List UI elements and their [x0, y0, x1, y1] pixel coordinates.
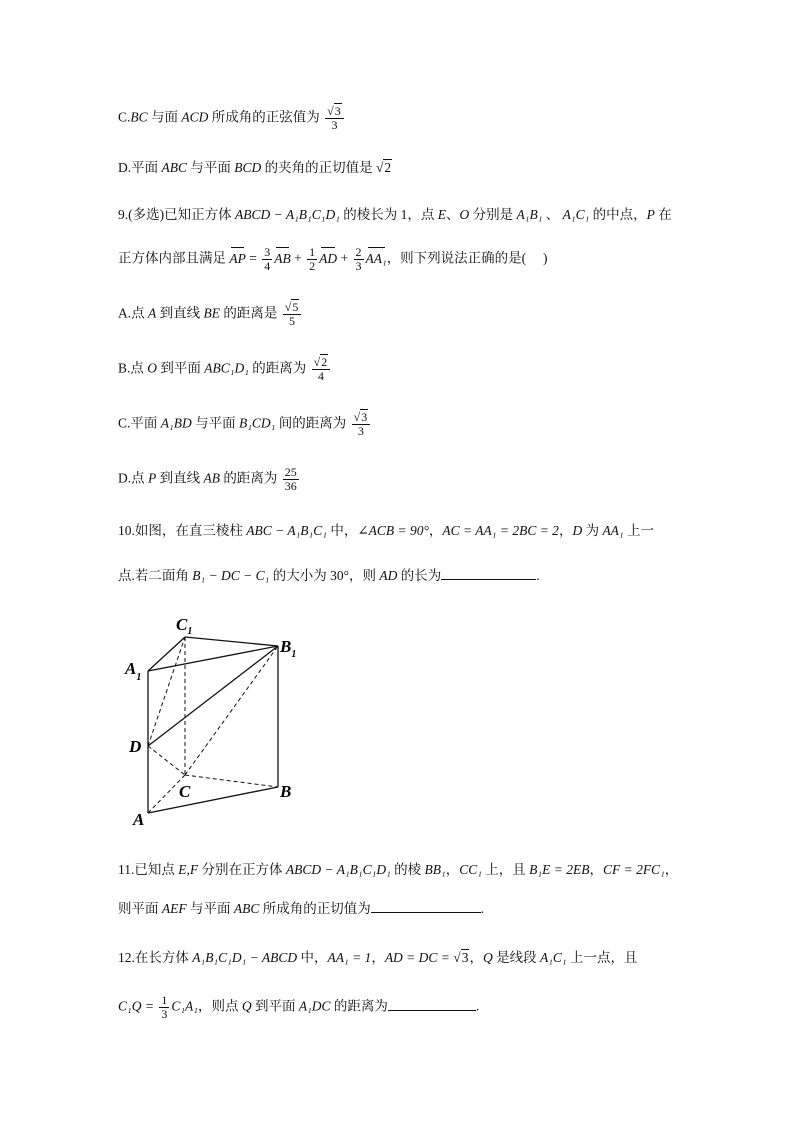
q10-stem-line1: 10.如图，在直三棱柱 ABC − A₁B₁C₁ 中，∠ACB = 90°，AC = AA₁ = 2BC = 2，D 为 AA₁ 上一 — [118, 523, 654, 538]
label-B1: $B_1$ — [280, 637, 297, 660]
label-A1: $A_1$ — [125, 659, 142, 683]
q12-stem-line2: C₁Q = $\frac{1}{3}$ C₁A₁，则点 Q 到平面 A₁DC 的距离为 . — [118, 993, 480, 1021]
q9-option-a: A.点 A 到直线 BE 的距离是 $\frac{√5}{5}$ — [118, 301, 303, 328]
q8-option-c: C.BC 与面 ACD 所成角的正弦值为 $\frac{√3}{3}$ — [118, 105, 346, 132]
fraction: $\frac{√3}{3}$ — [325, 105, 344, 132]
answer-blank[interactable] — [371, 912, 481, 913]
q11-stem-line1: 11.已知点 E,F 分别在正方体 ABCD − A₁B₁C₁D₁ 的棱 BB₁，CC₁ 上，且 B₁E = 2EB，CF = 2FC₁， — [118, 862, 679, 877]
label-C1: $C_1$ — [176, 615, 193, 637]
label-A: A — [133, 810, 145, 829]
q8-option-d: D.平面 ABC 与平面 BCD 的夹角的正切值是 √2 — [118, 160, 392, 175]
label-B: B — [280, 782, 292, 801]
label-C: C — [179, 782, 191, 801]
q12-stem-line1: 12.在长方体 A₁B₁C₁D₁ − ABCD 中，AA₁ = 1，AD = DC = √3，Q 是线段 A₁C₁ 上一点，且 — [118, 950, 638, 965]
q9-stem-line2: 正方体内部且满足 AP = $\frac{3}{4}$ AB + $\frac{1}{2}$ AD + $\frac{2}{3}$ AA₁，则下列说法正确的是( ) — [118, 245, 548, 273]
label-D: D — [129, 737, 142, 756]
answer-blank[interactable] — [388, 1010, 476, 1011]
q11-stem-line2: 则平面 AEF 与平面 ABC 所成角的正切值为 . — [118, 901, 485, 916]
q9-option-b: B.点 O 到平面 ABC₁D₁ 的距离为 $\frac{√2}{4}$ — [118, 356, 332, 383]
q9-option-d: D.点 P 到直线 AB 的距离为 $\frac{25}{36}$ — [118, 465, 297, 493]
q9-stem-line1: 9.(多选)已知正方体 ABCD − A₁B₁C₁D₁ 的棱长为 1，点 E、O 分别是 A₁B₁ 、 A₁C₁ 的中点，P 在 — [118, 207, 672, 222]
answer-blank[interactable] — [441, 579, 536, 580]
q10-stem-line2: 点.若二面角 B₁ − DC − C₁ 的大小为 30°，则 AD 的长为 . — [118, 568, 540, 583]
prism-figure — [118, 605, 318, 840]
q9-option-c: C.平面 A₁BD 与平面 B₁CD₁ 间的距离为 $\frac{√3}{3}$ — [118, 411, 372, 438]
